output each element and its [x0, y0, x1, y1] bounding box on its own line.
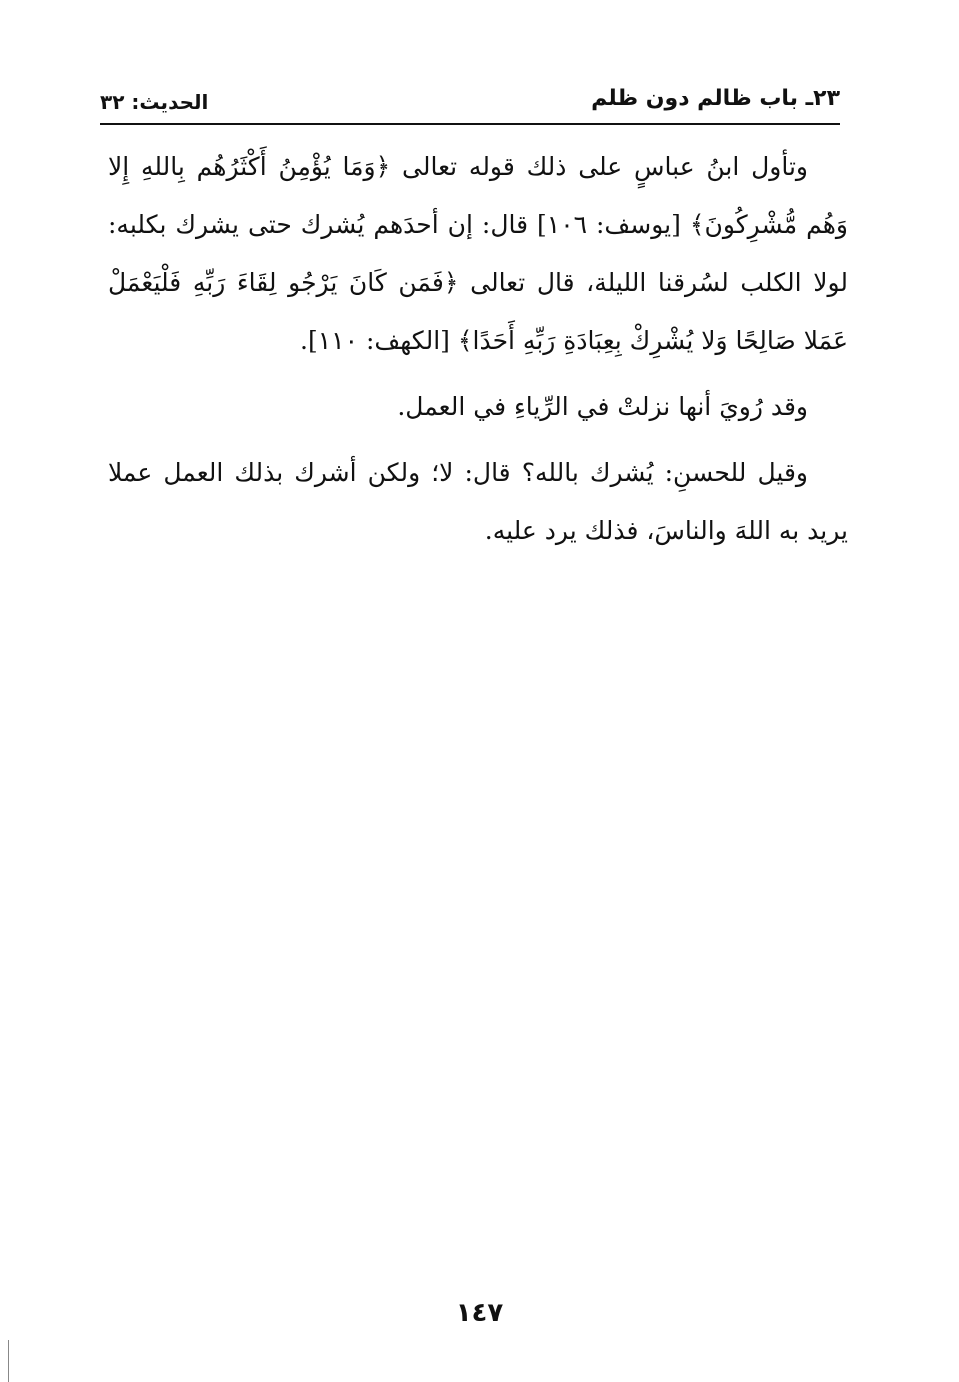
paragraph-ibn-abbas: وتأول ابنُ عباسٍ على ذلك قوله تعالى ﴿وَمَا يُؤْمِنُ أَكْثَرُهُم بِاللهِ إِلا وَهُم مُّشْرِكُونَ﴾ [يوسف: ١٠٦] قال: إن أحدَهم يُشرك حتى يشرك بكلبه: لولا الكلب لسُرقنا الليلة، قال تعالى ﴿فَمَن كَانَ يَرْجُو لِقَاءَ رَبِّهِ فَلْيَعْمَلْ عَمَلا صَالِحًا وَلا يُشْرِكْ بِعِبَادَةِ رَبِّهِ أَحَدًا﴾ [الكهف: ١١٠].: [108, 152, 848, 355]
header-divider: [100, 123, 840, 125]
running-header: [100, 84, 840, 124]
hadith-label: الحديث: ٣٢: [100, 90, 209, 114]
paragraph-riya: وقد رُويَ أنها نزلتْ في الرِّياءِ في العمل.: [397, 392, 808, 421]
chapter-title: ٢٣ـ باب ظالم دون ظلم: [591, 86, 840, 111]
paragraph-hasan: وقيل للحسنِ: يُشرك بالله؟ قال: لا؛ ولكن أشرك بذلك العمل عملا يريد به اللهَ والناسَ، فذلك يرد عليه.: [108, 458, 848, 545]
page-number: ١٤٧: [455, 1298, 504, 1328]
scan-edge-mark: [8, 1340, 9, 1382]
body-text: [108, 138, 848, 568]
